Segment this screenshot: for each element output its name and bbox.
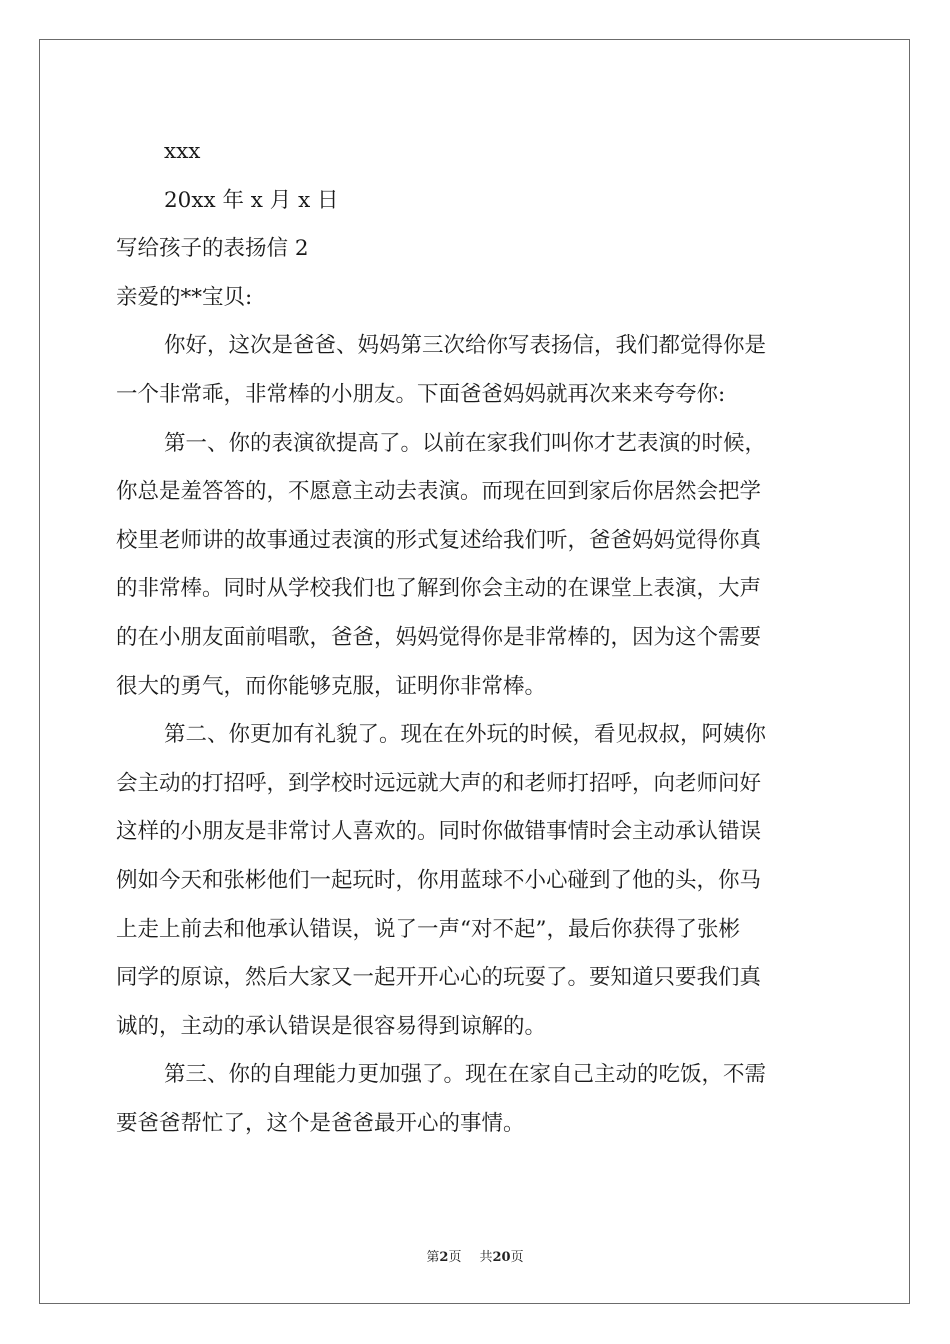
paragraph-greeting [116,322,834,419]
paragraph-first [116,420,834,712]
total-suffix: 页 [510,1250,524,1265]
paragraph-line: 的非常棒。同时从学校我们也了解到你会主动的在课堂上表演，大声 [116,576,762,602]
page-total: 20 [492,1250,511,1265]
paragraph-line: 你总是羞答答的，不愿意主动去表演。而现在回到家后你居然会把学 [116,479,762,505]
signature: xxx [164,139,201,164]
paragraph-line: 这样的小朋友是非常讨人喜欢的。同时你做错事情时会主动承认错误 [116,819,762,845]
total-prefix: 共 [479,1250,493,1265]
page-suffix: 页 [448,1250,462,1265]
paragraph-line: 会主动的打招呼，到学校时远远就大声的和老师打招呼，向老师问好 [116,770,762,796]
paragraph-line: 第三、你的自理能力更加强了。现在在家自己主动的吃饭，不需 [164,1062,767,1088]
paragraph-line: 第二、你更加有礼貌了。现在在外玩的时候，看见叔叔，阿姨你 [164,722,767,748]
paragraph-second [116,711,834,1051]
paragraph-third [116,1051,834,1148]
letter-date: 20xx 年 x 月 x 日 [164,187,339,213]
salutation: 亲爱的**宝贝: [116,284,253,310]
paragraph-line: 校里老师讲的故事通过表演的形式复述给我们听，爸爸妈妈觉得你真 [116,527,762,553]
page-footer [0,1246,950,1265]
paragraph-line: 例如今天和张彬他们一起玩时，你用蓝球不小心碰到了他的头，你马 [116,867,762,893]
paragraph-line: 第一、你的表演欲提高了。以前在家我们叫你才艺表演的时候， [164,430,767,456]
paragraph-line: 很大的勇气，而你能够克服，证明你非常棒。 [116,673,547,699]
paragraph-line: 同学的原谅，然后大家又一起开开心心的玩耍了。要知道只要我们真 [116,965,762,991]
page-prefix: 第 [426,1250,440,1265]
letter-body [116,128,834,1148]
letter-title: 写给孩子的表扬信 2 [116,236,309,262]
paragraph-line: 要爸爸帮忙了，这个是爸爸最开心的事情。 [116,1110,525,1136]
paragraph-line: 一个非常乖，非常棒的小朋友。下面爸爸妈妈就再次来来夸夸你: [116,381,726,407]
paragraph-line: 你好，这次是爸爸、妈妈第三次给你写表扬信，我们都觉得你是 [164,333,767,359]
paragraph-line: 的在小朋友面前唱歌，爸爸，妈妈觉得你是非常棒的，因为这个需要 [116,624,762,650]
paragraph-line: 诚的，主动的承认错误是很容易得到谅解的。 [116,1013,547,1039]
page-current: 2 [439,1250,449,1265]
paragraph-line: 上走上前去和他承认错误，说了一声“对不起”，最后你获得了张彬 [116,916,740,942]
